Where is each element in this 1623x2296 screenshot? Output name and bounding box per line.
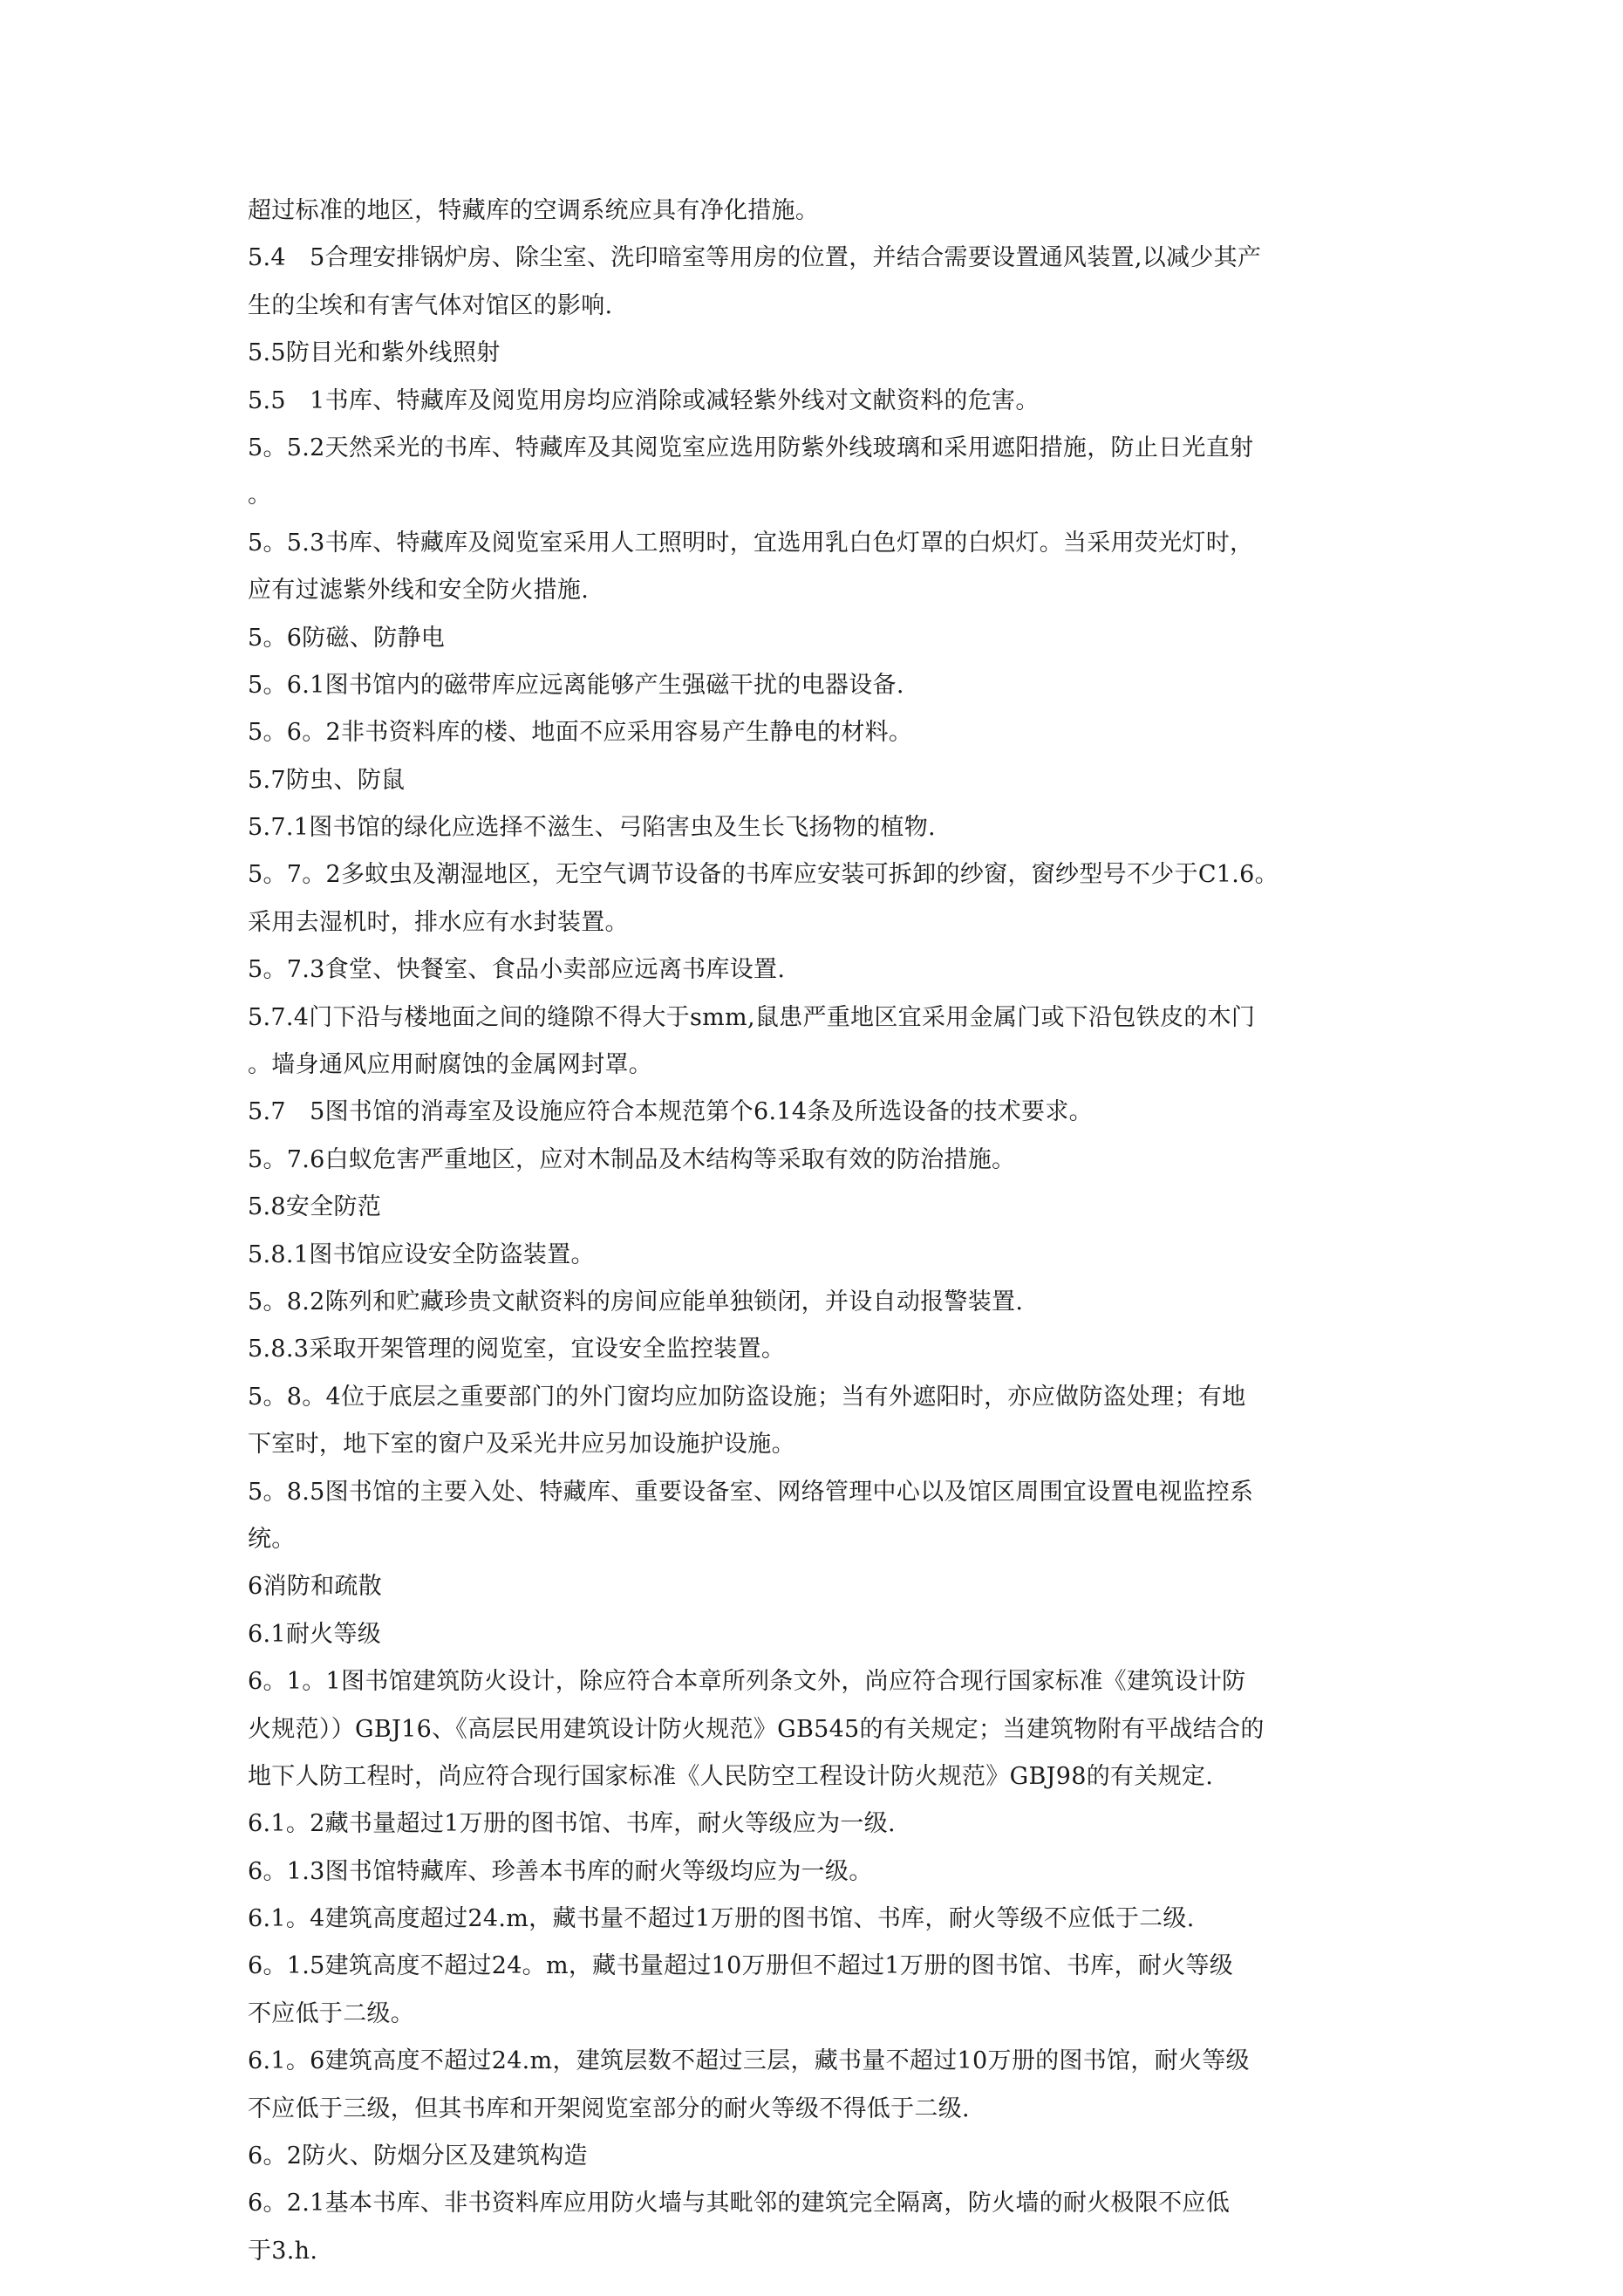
text-line: 超过标准的地区，特藏库的空调系统应具有净化措施。 [248,197,820,224]
text-line: 火规范））GBJ16、《高层民用建筑设计防火规范》GB545的有关规定；当建筑物附有平战结合的 [248,1715,1265,1743]
text-line: 5。7.6白蚁危害严重地区，应对木制品及木结构等采取有效的防治措施。 [248,1145,1016,1173]
text-line: 5.7.4门下沿与楼地面之间的缝隙不得大于smm,鼠患严重地区宜采用金属门或下沿包铁皮的木门 [248,1003,1256,1031]
section-heading: 5。6防磁、防静电 [248,624,446,652]
text-line: 6。1.3图书馆特藏库、珍善本书库的耐火等级均应为一级。 [248,1857,873,1885]
text-line: 5。8.5图书馆的主要入处、特藏库、重要设备室、网络管理中心以及馆区周围宜设置电视监控系 [248,1478,1254,1506]
text-line: 生的尘埃和有害气体对馆区的影响. [248,291,613,319]
text-line: 5。8.2陈列和贮藏珍贵文献资料的房间应能单独锁闭，并设自动报警装置. [248,1288,1024,1315]
text-line: 不应低于二级。 [248,1999,415,2027]
section-heading: 6。2防火、防烟分区及建筑构造 [248,2142,588,2170]
text-line: 不应低于三级，但其书库和开架阅览室部分的耐火等级不得低于二级. [248,2094,970,2122]
text-line: 。墙身通风应用耐腐蚀的金属网封罩。 [248,1051,653,1079]
text-line: 5.8.1图书馆应设安全防盗装置。 [248,1240,595,1268]
text-line: 下室时，地下室的窗户及采光井应另加设施护设施。 [248,1431,795,1459]
section-heading: 5.5防目光和紫外线照射 [248,339,501,367]
text-line: 5.8.3采取开架管理的阅览室，宜设安全监控装置。 [248,1336,786,1363]
text-line: 5.7 5图书馆的消毒室及设施应符合本规范第个6.14条及所选设备的技术要求。 [248,1098,1093,1126]
text-line: 5.7.1图书馆的绿化应选择不滋生、弓陷害虫及生长飞扬物的植物. [248,814,936,842]
section-heading: 6.1耐火等级 [248,1620,382,1648]
text-line: 6。1.5建筑高度不超过24。m，藏书量超过10万册但不超过1万册的图书馆、书库，耐火等级 [248,1952,1234,1980]
text-line: 5。8。4位于底层之重要部门的外门窗均应加防盗设施；当有外遮阳时，亦应做防盗处理；有地 [248,1383,1246,1411]
chapter-heading: 6消防和疏散 [248,1573,382,1601]
text-line: 6.1。2藏书量超过1万册的图书馆、书库，耐火等级应为一级. [248,1810,896,1838]
text-line: 5。5.3书库、特藏库及阅览室采用人工照明时，宜选用乳白色灯罩的白炽灯。当采用荧光灯时， [248,529,1254,557]
text-line: 5。7。2多蚊虫及潮湿地区，无空气调节设备的书库应安装可拆卸的纱窗，窗纱型号不少于C1.6。 [248,861,1279,889]
section-heading: 5.7防虫、防鼠 [248,766,406,794]
text-line: 6。1。1图书馆建筑防火设计，除应符合本章所列条文外，尚应符合现行国家标准《建筑设计防 [248,1668,1246,1696]
text-line: 地下人防工程时，尚应符合现行国家标准《人民防空工程设计防火规范》GBJ98的有关规定. [248,1762,1214,1790]
text-line: 6.1。4建筑高度超过24.m，藏书量不超过1万册的图书馆、书库，耐火等级不应低于二级. [248,1905,1195,1933]
text-line: 5。6。2非书资料库的楼、地面不应采用容易产生静电的材料。 [248,719,913,747]
text-line: 6。2.1基本书库、非书资料库应用防火墙与其毗邻的建筑完全隔离，防火墙的耐火极限不应低 [248,2190,1231,2217]
text-line: 于3.h. [248,2237,318,2265]
text-line: 5。6.1图书馆内的磁带库应远离能够产生强磁干扰的电器设备. [248,671,904,699]
text-line: 5。7.3食堂、快餐室、食品小卖部应远离书库设置. [248,956,786,984]
text-line: 5.4 5合理安排锅炉房、除尘室、洗印暗室等用房的位置，并结合需要设置通风装置,以减少其产 [248,244,1262,272]
text-line: 5。5.2天然采光的书库、特藏库及其阅览室应选用防紫外线玻璃和采用遮阳措施，防止日光直射 [248,434,1254,461]
text-line: 采用去湿机时，排水应有水封装置。 [248,908,629,936]
text-line: 6.1。6建筑高度不超过24.m，建筑层数不超过三层，藏书量不超过10万册的图书馆，耐火等级 [248,2047,1250,2075]
text-line: 统。 [248,1525,296,1553]
section-heading: 5.8安全防范 [248,1193,382,1221]
text-line: 5.5 1书库、特藏库及阅览用房均应消除或减轻紫外线对文献资料的危害。 [248,386,1040,414]
text-line: 应有过滤紫外线和安全防火措施. [248,577,590,605]
document-body [248,188,1412,2275]
text-line: 。 [248,482,272,509]
